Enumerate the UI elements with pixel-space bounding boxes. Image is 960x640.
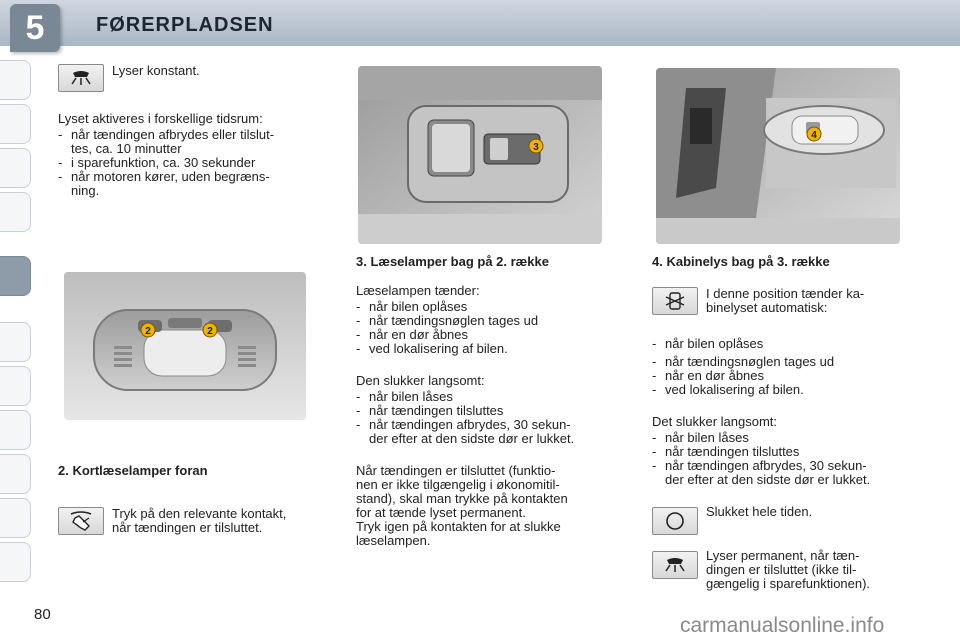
paragraph-1: Når tændingen er tilsluttet (funktio- nen er ikke tilgængelig i økonomitil- stand), skal man trykke på kontakten for at tænde lyset permanent. [356,463,568,520]
page-title: FØRERPLADSEN [96,14,274,36]
list-item: - når bilen oplåses [356,300,606,314]
side-tab-5-active[interactable] [0,256,31,296]
on-intro: Læselampen tænder: [356,283,480,298]
cabin-light-photo [656,68,900,244]
intro-text: Lyset aktiveres i forskellige tidsrum: [58,111,263,126]
off-label: Slukket hele tiden. [706,504,813,519]
icon2-label: Tryk på den relevante kontakt, når tændingen er tilsluttet. [112,506,287,535]
side-tab-11[interactable] [0,542,31,582]
chapter-side-tabs [0,60,34,580]
lamp-on-icon [652,551,698,579]
circle-off-icon [652,507,698,535]
list-item: - når tændingen afbrydes eller tilslut- tes, ca. 10 minutter [58,128,314,156]
rear-on-list [356,300,606,356]
list-item: - når tændingen tilsluttes [652,445,904,459]
rear-lamp-callout: 3 [533,142,539,153]
icon1-label: Lyser konstant. [112,63,200,78]
timing-list [58,128,314,198]
list-item: - når tændingsnøglen tages ud [356,314,606,328]
paragraph-2: Tryk igen på kontakten for at slukke læselampen. [356,519,561,548]
list-item: - når tændingen afbrydes, 30 sekun- der efter at den sidste dør er lukket. [356,418,608,446]
list-item: - når tændingen afbrydes, 30 sekun- der efter at den sidste dør er lukket. [652,459,904,487]
side-tab-10[interactable] [0,498,31,538]
cabin-on-list [652,337,902,397]
list-item: - når motoren kører, uden begræns- ning. [58,170,314,198]
list-item: - i sparefunktion, ca. 30 sekunder [58,156,314,170]
permanent-on-label: Lyser permanent, når tæn- dingen er tilsluttet (ikke til- gængelig i sparefunktionen). [706,548,871,591]
section-heading-2: 2. Kortlæselamper foran [58,463,208,478]
list-item: - når bilen oplåses [652,337,902,351]
side-tab-9[interactable] [0,454,31,494]
door-switch-icon [652,287,698,315]
chapter-number-badge: 5 [10,4,60,52]
side-tab-4[interactable] [0,192,31,232]
side-tab-6[interactable] [0,322,31,362]
cabin-off-intro: Det slukker langsomt: [652,414,777,429]
side-tab-7[interactable] [0,366,31,406]
list-item: - ved lokalisering af bilen. [652,383,902,397]
front-lamp-callout-right: 2 [207,326,213,337]
list-item: - når tændingen tilsluttes [356,404,608,418]
lamp-on-icon [58,64,104,92]
section-heading-4: 4. Kabinelys bag på 3. række [652,254,830,269]
rear-lamp-switch-photo [358,66,602,244]
list-item: - når bilen låses [652,431,904,445]
side-tab-8[interactable] [0,410,31,450]
touch-hand-icon [58,507,104,535]
door-switch-label: I denne position tænder ka- binelyset automatisk: [706,286,865,315]
side-tab-1[interactable] [0,60,31,100]
list-item: - ved lokalisering af bilen. [356,342,606,356]
list-item: - når bilen låses [356,390,608,404]
cabin-off-list [652,431,904,487]
list-item: - når en dør åbnes [356,328,606,342]
rear-off-list [356,390,608,446]
page-number: 80 [34,606,51,623]
cabin-light-callout: 4 [811,130,817,141]
off-intro: Den slukker langsomt: [356,373,485,388]
side-tab-3[interactable] [0,148,31,188]
watermark-text: carmanualsonline.info [680,614,885,637]
side-tab-2[interactable] [0,104,31,144]
section-heading-3: 3. Læselamper bag på 2. række [356,254,549,269]
front-lamps-photo [64,272,306,420]
front-lamp-callout-left: 2 [145,326,151,337]
list-item: - når tændingsnøglen tages ud [652,355,902,369]
list-item: - når en dør åbnes [652,369,902,383]
